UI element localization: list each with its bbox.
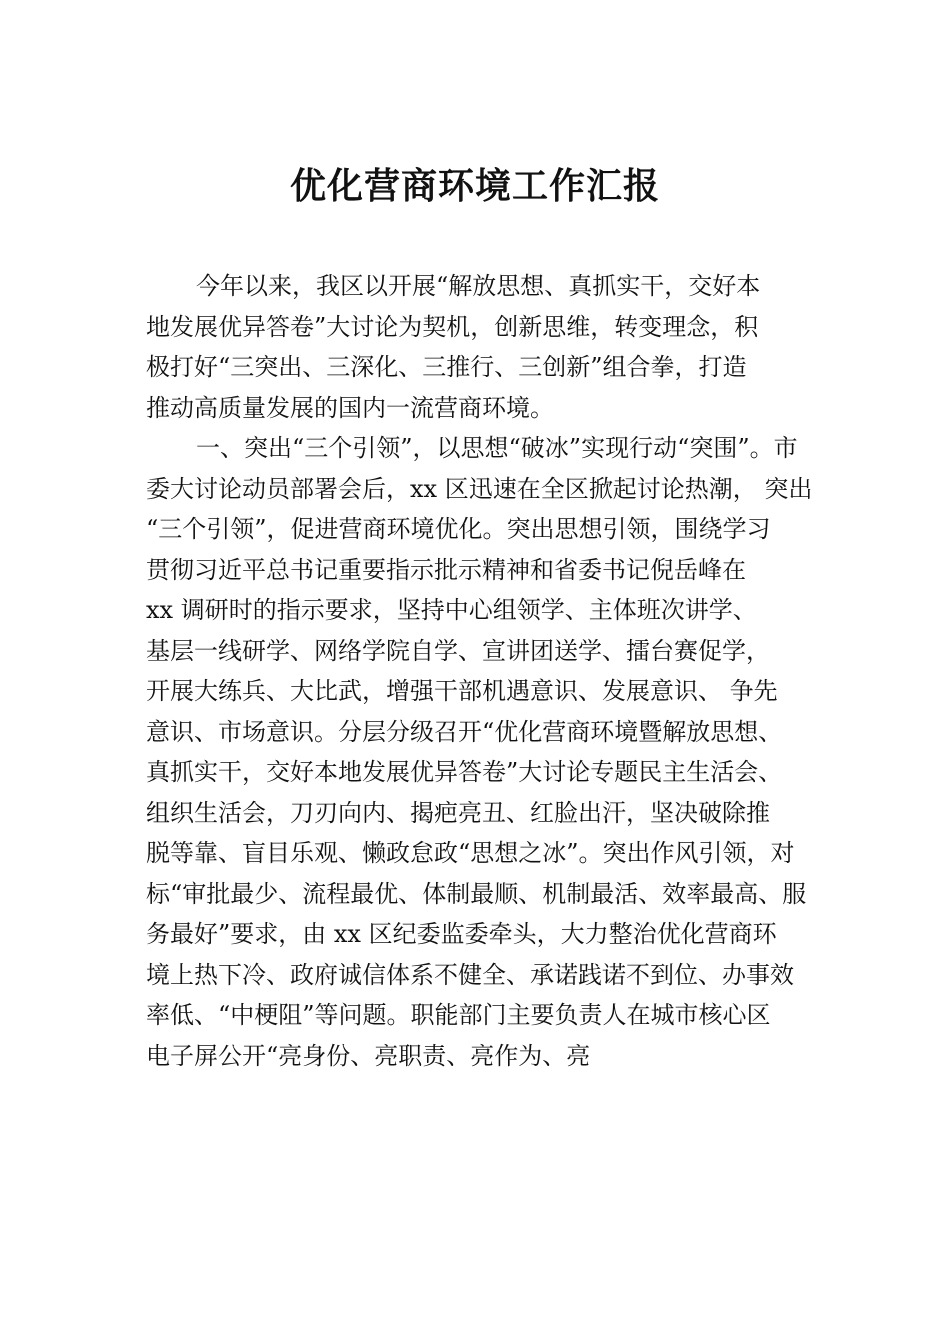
paragraph-line: 电子屏公开“亮身份、亮职责、亮作为、亮	[146, 1041, 591, 1070]
paragraph-line: 标“审批最少、流程最优、体制最顺、机制最活、效率最高、服	[146, 879, 807, 908]
paragraph-line: 境上热下冷、政府诚信体系不健全、承诺践诺不到位、办事效	[146, 960, 794, 989]
paragraph-line: xx 调研时的指示要求，坚持中心组领学、主体班次讲学、	[146, 596, 757, 624]
paragraph-line: 组织生活会，刀刃向内、揭疤亮丑、红脸出汗，坚决破除推	[146, 798, 770, 827]
paragraph-line: 地发展优异答卷”大讨论为契机，创新思维，转变理念，积	[146, 312, 759, 341]
paragraph-line: “三个引领”，促进营商环境优化。突出思想引领，围绕学习	[146, 515, 771, 543]
paragraph-first-line: 一、突出“三个引领”，以思想“破冰”实现行动“突围”。市	[196, 434, 798, 462]
document-title: 优化营商环境工作汇报	[289, 165, 660, 207]
paragraph-line: 贯彻习近平总书记重要指示批示精神和省委书记倪岳峰在	[146, 555, 746, 584]
paragraph-line: 真抓实干，交好本地发展优异答卷”大讨论专题民主生活会、	[146, 758, 783, 786]
paragraph-line: 推动高质量发展的国内一流营商环境。	[146, 393, 554, 422]
paragraph-first-line: 今年以来，我区以开展“解放思想、真抓实干，交好本	[196, 272, 761, 300]
document-body	[146, 266, 816, 1076]
paragraph-line: 意识、市场意识。分层分级召开“优化营商环境暨解放思想、	[146, 717, 783, 746]
paragraph-line: 开展大练兵、大比武，增强干部机遇意识、发展意识、 争先	[146, 677, 778, 705]
paragraph-line: 委大讨论动员部署会后，xx 区迅速在全区掀起讨论热潮， 突出	[146, 474, 813, 503]
paragraph-line: 率低、“中梗阻”等问题。职能部门主要负责人在城市核心区	[146, 1001, 771, 1029]
paragraph-line: 脱等靠、盲目乐观、懒政怠政“思想之冰”。突出作风引领，对	[146, 839, 795, 867]
paragraph-line: 务最好”要求，由 xx 区纪委监委牵头，大力整治优化营商环	[146, 920, 777, 948]
paragraph-line: 基层一线研学、网络学院自学、宣讲团送学、擂台赛促学，	[146, 636, 770, 665]
paragraph-line: 极打好“三突出、三深化、三推行、三创新”组合拳，打造	[146, 353, 747, 381]
